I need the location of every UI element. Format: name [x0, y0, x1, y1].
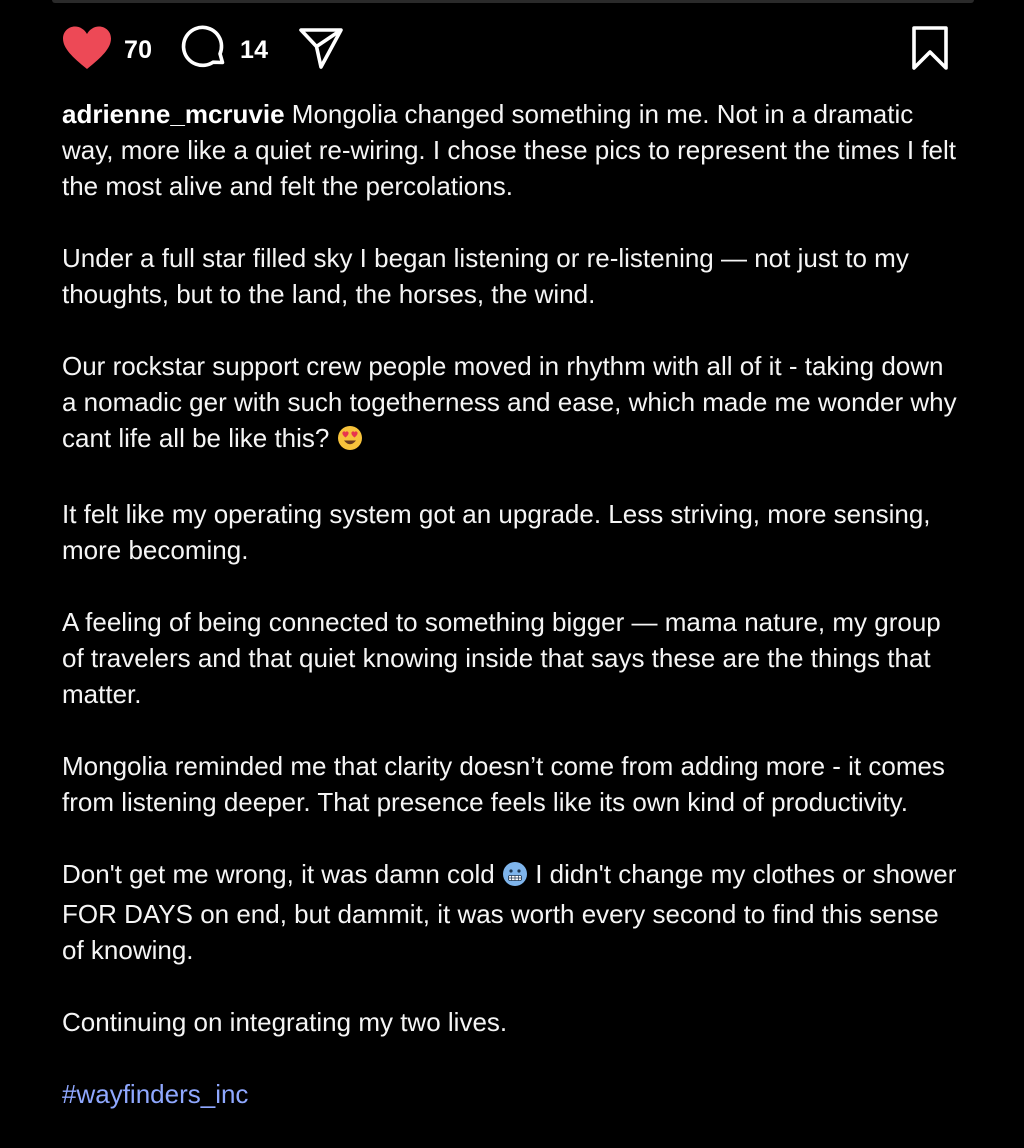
- caption-text: Mongolia reminded me that clarity doesn’t come from adding more - it comes from listening deeper. That presence feels like its own kind of productivity.: [62, 751, 945, 817]
- post-top-edge: [52, 0, 974, 3]
- post-caption: [62, 96, 962, 1148]
- caption-text: I didn't change my clothes or shower FOR DAYS on end, but dammit, it was worth every second to find this sense of knowing.: [62, 859, 957, 965]
- caption-paragraph: [62, 240, 962, 312]
- like-action: [62, 26, 152, 74]
- caption-username[interactable]: adrienne_mcruvie: [62, 99, 285, 129]
- bookmark-icon[interactable]: [910, 25, 950, 76]
- caption-paragraph: [62, 496, 962, 568]
- caption-text: It felt like my operating system got an upgrade. Less striving, more sensing, more becoming.: [62, 499, 931, 565]
- comment-icon[interactable]: [180, 24, 228, 77]
- caption-text: A feeling of being connected to something bigger — mama nature, my group of travelers and that quiet knowing inside that says these are the things that matter.: [62, 607, 941, 709]
- caption-text: Our rockstar support crew people moved in rhythm with all of it - taking down a nomadic ger with such togetherness and ease, which made me wonder why cant life all be like this?: [62, 351, 957, 453]
- caption-paragraph: [62, 748, 962, 820]
- post-action-bar: [62, 26, 950, 74]
- comment-count[interactable]: 14: [240, 35, 269, 64]
- caption-text: Don't get me wrong, it was damn cold: [62, 859, 495, 889]
- caption-paragraph: [62, 856, 962, 968]
- caption-paragraph: [62, 604, 962, 712]
- caption-paragraph: [62, 1004, 962, 1040]
- like-count[interactable]: 70: [124, 35, 153, 64]
- caption-text: Under a full star filled sky I began listening or re-listening — not just to my thoughts, but to the land, the horses, the wind.: [62, 243, 909, 309]
- heart-icon[interactable]: [62, 26, 112, 75]
- caption-text: Mongolia changed something in me. Not in a dramatic way, more like a quiet re-wiring. I chose these pics to represent the times I felt the most alive and felt the percolations.: [62, 99, 957, 201]
- caption-paragraph: [62, 348, 962, 460]
- caption-text: Continuing on integrating my two lives.: [62, 1007, 508, 1037]
- cold-face-emoji-icon: [502, 860, 528, 896]
- send-icon[interactable]: [298, 25, 344, 76]
- heart-eyes-emoji-icon: [337, 424, 363, 460]
- hashtag-link[interactable]: #wayfinders_inc: [62, 1079, 249, 1109]
- save-action: [910, 26, 950, 74]
- share-action: [298, 26, 344, 74]
- comment-action: [180, 26, 268, 74]
- caption-paragraph: [62, 1076, 962, 1112]
- caption-paragraph: [62, 96, 962, 204]
